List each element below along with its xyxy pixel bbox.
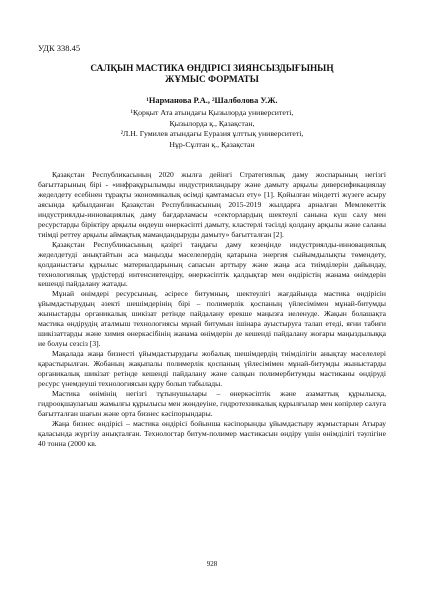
page-number: 928 bbox=[206, 560, 218, 568]
body-paragraph: Қазақстан Республикасының 2020 жылға дейінгі Стратегиялық даму жоспарының негізгі бағыттарының бірі - «инфрақұрылымды индустрияландыру және дамыту арқылы диверсификациялау жеделдету есебінен тұрақты экономикалық өсімді қамтамасыз ету» [1]. Қойылған міндетті жүзеге асыру аясында қабылданған Қазақстан Республикасының 2015-2019 жылдарға арналған Мемлекеттік индустриялды-инновациялық даму бағдарламасы «секторлардың шектеулі санына күш салу мен ресурстарды біріктіру арқылы өңдеуш өнеркәсіпті дамыту, кластерлі тәсілді қолдану арқылы және саланы тиімді реттеу арқылы аймақтық мамандандыруды дамыту» бағытталған [2]. bbox=[38, 170, 386, 239]
affiliation-line: Нұр-Сұлтан қ., Қазақстан bbox=[169, 139, 255, 149]
title-line: САЛҚЫН МАСТИКА ӨНДІРІСІ ЗИЯНСЫЗДЫҒЫНЫҢ bbox=[90, 64, 334, 74]
body-paragraph: Жаңа бизнес өндірісі – мастика өндірісі бойынша кәсіпорынды ұйымдастыру жұмыстарын Атырау қаласында жүргізу анықталған. Технологтар битум-полимер мастикасын өндіру үшін өнімділігі тәулігіне 40 тонна (2000 кв. bbox=[38, 418, 386, 448]
affiliation-line: ²Л.Н. Гумилев атындағы Еуразия ұлттық университеті, bbox=[120, 129, 304, 139]
affiliation-line: ¹Қорқыт Ата атындағы Қызылорда университеті, bbox=[130, 108, 294, 117]
title-line: ЖҰМЫС ФОРМАТЫ bbox=[165, 75, 259, 85]
body-paragraph: Қазақстан Республикасының қазіргі таңдағы даму кезеңінде индустриялды-инновациялық жеделдетуді анықтайтын аса маңызды мәселелердің қатарына энергия сыйымдылықты төмендету, қолданыстағы құрылыс материалдарының сапасын арттыру және жаңа аса тиімділерін дайындау, технологиялық үрдістерді интенсивтендіру, өнеркәсіптік қалдықтар мен өндірістің жанама өнімдерін кешенді пайдалану жатады. bbox=[38, 239, 386, 289]
author-list: ¹Нарманова Р.А., ²Шалболова У.Ж. bbox=[146, 96, 278, 105]
article-body bbox=[38, 170, 386, 449]
body-paragraph: Мақалада жаңа бизнесті ұйымдастырудағы жобалық шешімдердің тиімділігін анықтау мәселелері қарастырылған. Жобаның жақыпалы полимерлік қоспаның үйлесімімен мұнай-битумды жыныстарды органикалық шикізат ретінде кешенді пайдалану және салқын полимербитумды мастиканы өндіруді ресурс үнемдеуші технологиясын құру болып табылады. bbox=[38, 349, 386, 389]
affiliation-line: Қызылорда қ., Қазақстан, bbox=[169, 118, 255, 128]
body-paragraph: Мұнай өнімдері ресурсының, әсіресе битумның, шектеулігі жағдайында мастика өндірісін ұйымдастырудың әзекті шешімдерінің бірі – полимерлік қоспаның үйлесімімен мұнай-битумды жыныстарды органикалық шикізат ретінде пайдалану ерекше маңызға иеленуде. Жақын болашақта мастика өндірудің аталмыш технологиясы мұнай битумын ішінара ауыстыруға талап етеді, яғни табиғи шикізаттарды және химия өнеркәсібінің жанама өнімдерін де кешенді пайдалану жоғары маңыздылыққа ие болуы сезсіз [3]. bbox=[38, 289, 386, 349]
affiliations bbox=[40, 108, 384, 150]
article-title bbox=[40, 64, 384, 86]
udk-code: УДК 338.45 bbox=[38, 43, 81, 53]
body-paragraph: Мастика өнімінің негізгі тұтынушылары – өнеркәсіптік және азаматтық құрылысқа, гидрооқшаулағыш жамылғы құрылысы мен жөндеуіне, гидротехникалық құрылғылар мен көпірлер салуға бағытталған шағын және орта бизнес кәсіпорындары. bbox=[38, 388, 386, 418]
